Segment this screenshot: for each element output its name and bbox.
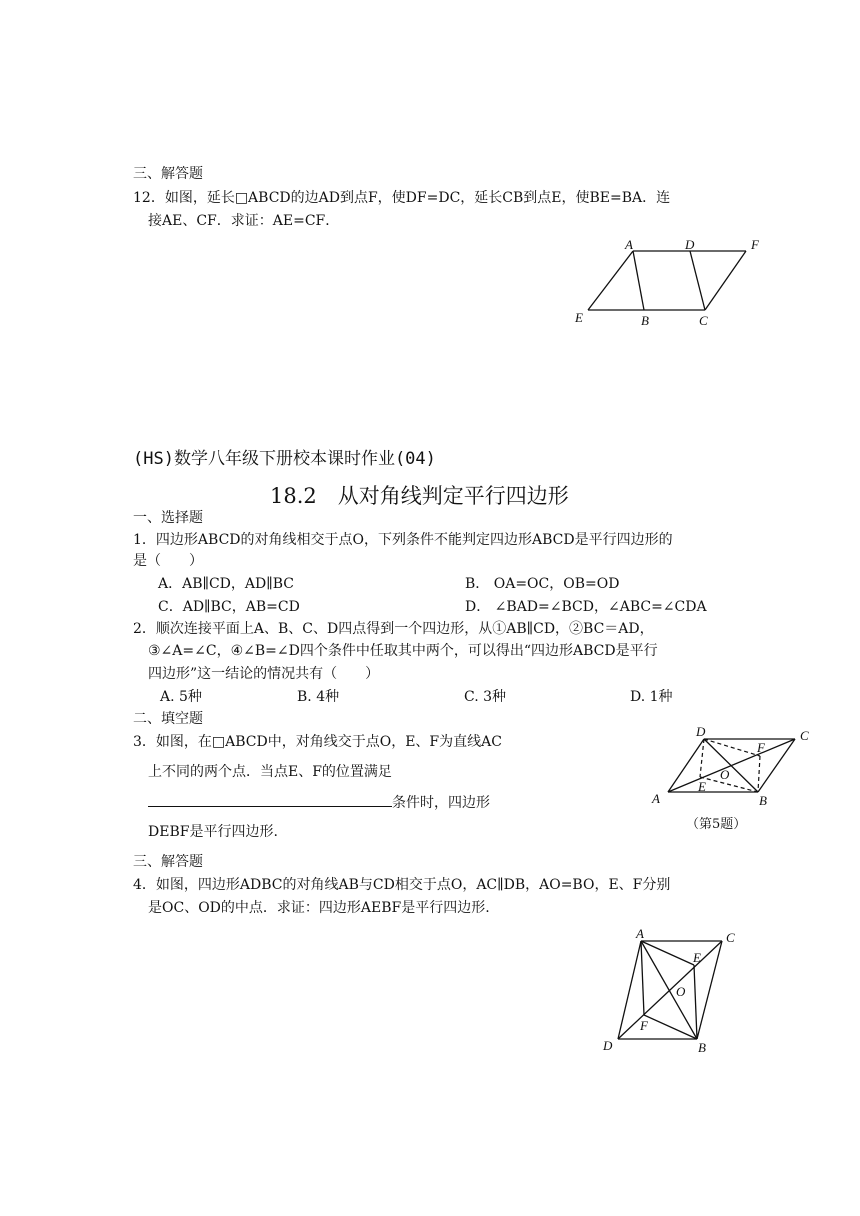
fig2-label-O: O [720,767,730,782]
question-3-line-3-suffix: 条件时，四边形 [392,795,490,811]
question-2-option-d: D. 1种 [630,689,673,705]
question-3-line-2: 上不同的两个点．当点E、F的位置满足 [148,764,392,780]
section-heading-choice: 一、选择题 [133,510,203,526]
question-1-option-a: A．AB∥CD，AD∥BC [158,576,294,592]
fig1-label-C: C [699,313,708,328]
section-heading-answer-1: 三、解答题 [133,166,203,182]
figure-q12-parallelogram [570,232,770,332]
question-2-option-b: B. 4种 [297,689,340,705]
fig3-label-O: O [676,984,686,999]
fig3-label-F: F [640,1018,648,1033]
question-3-line-1: 3．如图，在□ABCD中，对角线交于点O，E、F为直线AC [133,734,502,750]
question-2-line-2: ③∠A=∠C，④∠B=∠D四个条件中任取其中两个，可以得出“四边形ABCD是平行 [148,643,658,659]
fig3-label-C: C [726,930,735,945]
fig1-label-A: A [625,237,633,252]
question-3-line-3 [148,792,490,813]
figure-caption: （第5题） [686,817,747,832]
fig1-label-F: F [751,237,759,252]
fig3-label-B: B [698,1040,706,1055]
fig2-label-D: D [696,724,706,739]
question-1-option-c: C．AD∥BC，AB=CD [158,599,300,615]
fig1-label-B: B [641,313,649,328]
fig2-label-A: A [652,791,660,806]
section-heading-fill: 二、填空题 [133,711,203,727]
fig2-label-B: B [759,793,767,808]
worksheet-header: (HS)数学八年级下册校本课时作业(04) [133,449,436,469]
lesson-title: 18.2 从对角线判定平行四边形 [270,484,569,508]
fig3-label-E: E [693,950,701,965]
question-2-option-a: A. 5种 [160,689,202,705]
question-1-line-1: 1．四边形ABCD的对角线相交于点O，下列条件不能判定四边形ABCD是平行四边形的 [133,532,673,548]
fig3-label-D: D [603,1038,613,1053]
fig2-label-E: E [698,779,706,794]
section-heading-answer-2: 三、解答题 [133,854,203,870]
question-1-option-b: B． OA=OC，OB=OD [465,576,620,592]
question-4-line-1: 4．如图，四边形ADBC的对角线AB与CD相交于点O，AC∥DB，AO=BO，E、F分别 [133,877,671,893]
question-2-option-c: C. 3种 [464,689,507,705]
figure-q3-parallelogram [650,724,820,819]
question-3-line-4: DEBF是平行四边形. [148,824,278,840]
question-1-line-2: 是（ ） [133,553,203,569]
fig1-label-E: E [575,310,583,325]
question-4-line-2: 是OC、OD的中点．求证：四边形AEBF是平行四边形. [148,900,490,916]
fig1-label-D: D [685,237,695,252]
question-2-line-3: 四边形”这一结论的情况共有（ ） [148,666,380,682]
fig2-label-F: F [757,740,765,755]
question-12-line-1: 12．如图，延长□ABCD的边AD到点F，使DF=DC，延长CB到点E，使BE=BA．连 [133,190,671,206]
figure-q4-quadrilateral [596,924,756,1064]
question-2-line-1: 2．顺次连接平面上A、B、C、D四点得到一个四边形，从①AB∥CD，②BC＝AD， [133,621,654,637]
answer-blank[interactable] [148,792,392,807]
question-12-line-2: 接AE、CF．求证：AE=CF． [148,213,340,229]
fig3-label-A: A [636,926,644,941]
fig2-label-C: C [800,728,809,743]
question-1-option-d: D． ∠BAD=∠BCD，∠ABC=∠CDA [465,599,707,615]
